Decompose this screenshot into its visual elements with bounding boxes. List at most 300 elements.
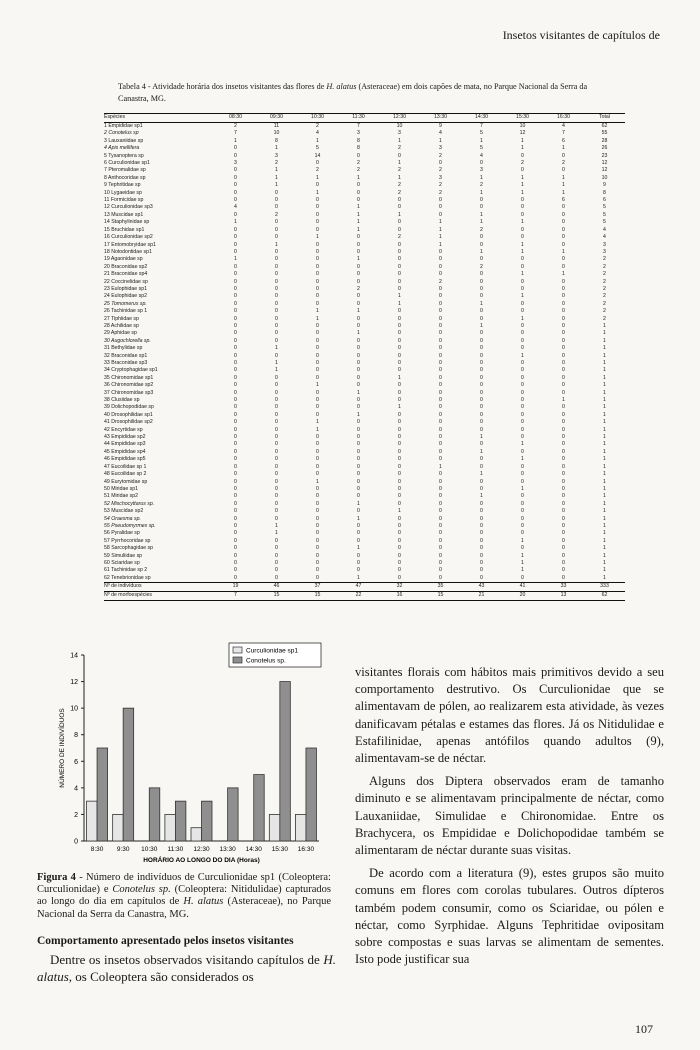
count-cell: 1 [562, 145, 565, 152]
table-row [104, 523, 625, 530]
table-row [104, 242, 625, 249]
count-cell: 0 [521, 545, 524, 552]
count-cell: 3 [603, 248, 606, 255]
count-cell: 0 [275, 322, 278, 329]
species-cell: 18 Notodontidae sp1 [104, 248, 152, 255]
count-cell: 0 [439, 360, 442, 366]
y-tick-label: 4 [74, 785, 78, 793]
count-cell: 0 [234, 182, 237, 189]
count-cell: 1 [603, 537, 606, 544]
count-cell: 0 [357, 197, 360, 204]
count-cell: 0 [275, 552, 278, 559]
table-row [104, 493, 625, 500]
count-cell: 2 [398, 167, 401, 174]
count-cell: 1 [603, 367, 606, 374]
count-cell: 0 [275, 382, 278, 389]
count-cell: 0 [480, 404, 483, 411]
count-cell: 0 [357, 404, 360, 411]
count-cell: 0 [357, 152, 360, 159]
table-row [104, 249, 625, 256]
count-cell: 0 [480, 367, 483, 374]
table-caption [118, 81, 588, 105]
table-row [104, 182, 625, 189]
count-cell: 1 [603, 360, 606, 366]
count-cell: 0 [234, 322, 237, 329]
count-cell: 0 [234, 411, 237, 418]
count-cell: 4 [480, 152, 483, 159]
count-cell: 0 [275, 559, 278, 566]
legend-label: Conotelus sp. [246, 657, 286, 665]
count-cell: 8 [275, 137, 278, 144]
count-cell: 0 [316, 293, 319, 300]
count-cell: 0 [480, 278, 483, 285]
count-cell: 2 [603, 293, 606, 300]
species-cell: 58 Sarcophagidae sp [104, 545, 154, 552]
count-cell: 1 [316, 426, 319, 433]
count-cell: 0 [562, 167, 565, 174]
bar-curculionidae [191, 828, 202, 841]
count-cell: 1 [521, 248, 524, 255]
count-cell: 0 [439, 300, 442, 307]
species-cell: 17 Entomobryidae sp1 [104, 241, 156, 248]
count-cell: 1 [338, 575, 379, 583]
count-cell: 0 [521, 493, 524, 500]
species-cell: 12 Curculionidae sp3 [104, 204, 153, 211]
count-cell: 4 [603, 234, 606, 241]
table-row [104, 219, 625, 226]
left-paragraph [37, 951, 336, 985]
table-row [104, 279, 625, 286]
x-tick-label: 15:30 [271, 846, 288, 853]
count-cell: 0 [357, 300, 360, 307]
count-cell: 2 [357, 285, 360, 292]
footer-value-cell: 15 [256, 592, 297, 601]
table-row [104, 479, 625, 486]
count-cell: 0 [275, 308, 278, 315]
count-cell: 0 [562, 256, 565, 263]
count-cell: 28 [601, 137, 608, 144]
species-cell: 23 Eulophidae sp1 [104, 285, 147, 292]
table-row [104, 286, 625, 293]
bar-conotelus [97, 748, 108, 841]
count-cell: 0 [234, 434, 237, 441]
count-cell: 1 [275, 167, 278, 174]
count-cell: 0 [316, 241, 319, 248]
count-cell: 1 [316, 308, 319, 315]
count-cell: 2 [603, 308, 606, 315]
count-cell: 1 [603, 530, 606, 537]
count-cell: 1 [521, 137, 524, 144]
count-cell: 0 [398, 397, 401, 404]
count-cell: 0 [562, 522, 565, 529]
count-cell: 0 [562, 211, 565, 218]
count-cell: 0 [234, 263, 237, 270]
count-cell: 0 [521, 152, 524, 159]
bar-conotelus [228, 788, 239, 841]
count-cell: 4 [234, 204, 237, 211]
count-cell: 1 [562, 271, 565, 278]
count-cell: 8 [357, 145, 360, 152]
figure-caption [37, 872, 331, 921]
count-cell: 0 [562, 285, 565, 292]
count-cell: 0 [439, 248, 442, 255]
count-cell: 1 [562, 182, 565, 189]
count-cell: 1 [357, 308, 360, 315]
count-cell: 0 [562, 152, 565, 159]
species-cell: 46 Empididae sp5 [104, 456, 146, 463]
species-cell: 48 Eucoilidae sp 2 [104, 471, 147, 478]
count-cell: 0 [562, 500, 565, 507]
species-cell: 13 Muscidae sp1 [104, 211, 144, 218]
table-row [104, 323, 625, 330]
count-cell: 0 [275, 471, 278, 478]
count-cell: 1 [562, 189, 565, 196]
species-cell: 56 Pyralidae sp [104, 530, 140, 537]
count-cell: 0 [439, 515, 442, 522]
column-header: 10:30 [297, 114, 338, 123]
count-cell: 1 [275, 360, 278, 366]
figure-caption-text-b: (Coleoptera: Nitidulidae) capturados ao longo do dia em capítulos de [37, 884, 332, 908]
count-cell: 0 [521, 448, 524, 455]
count-cell: 0 [316, 204, 319, 211]
count-cell: 1 [603, 352, 606, 359]
count-cell: 0 [480, 559, 483, 566]
count-cell: 5 [316, 145, 319, 152]
count-cell: 2 [603, 285, 606, 292]
count-cell: 2 [603, 278, 606, 285]
count-cell: 1 [316, 174, 319, 181]
count-cell: 2 [398, 234, 401, 241]
footer-value-cell: 46 [256, 583, 297, 592]
count-cell: 0 [357, 360, 360, 366]
count-cell: 0 [275, 537, 278, 544]
column-header-species: Espécies [104, 114, 215, 123]
count-cell: 1 [316, 234, 319, 241]
x-tick-label: 8:30 [90, 846, 104, 853]
bar-curculionidae [165, 814, 176, 841]
count-cell: 0 [521, 204, 524, 211]
count-cell: 1 [603, 337, 606, 344]
count-cell: 0 [521, 197, 524, 204]
count-cell: 0 [439, 552, 442, 559]
count-cell: 0 [480, 315, 483, 322]
count-cell: 0 [275, 219, 278, 226]
count-cell: 0 [521, 345, 524, 352]
count-cell: 0 [357, 441, 360, 448]
count-cell: 0 [480, 234, 483, 241]
left-paragraph-species: H. alatus [37, 952, 336, 984]
count-cell: 5 [480, 145, 483, 152]
count-cell: 2 [357, 167, 360, 174]
count-cell: 0 [316, 219, 319, 226]
count-cell: 1 [603, 545, 606, 552]
table-caption-species: H. alatus [326, 82, 357, 91]
count-cell: 0 [562, 234, 565, 241]
species-cell: 38 Clusiidae sp [104, 397, 140, 404]
count-cell: 0 [357, 367, 360, 374]
count-cell: 0 [316, 471, 319, 478]
table-row [104, 153, 625, 160]
species-cell: 4 Apis mellifera [104, 145, 140, 152]
count-cell: 6 [562, 197, 565, 204]
count-cell: 0 [398, 197, 401, 204]
count-cell: 0 [275, 500, 278, 507]
species-cell: 9 Tephritidae sp [104, 182, 141, 189]
count-cell: 0 [234, 345, 237, 352]
count-cell: 0 [521, 308, 524, 315]
count-cell: 0 [275, 456, 278, 463]
count-cell: 0 [398, 248, 401, 255]
count-cell: 0 [398, 308, 401, 315]
table-row [104, 486, 625, 493]
count-cell: 0 [562, 411, 565, 418]
count-cell: 0 [234, 397, 237, 404]
bar-conotelus [123, 708, 133, 841]
count-cell: 0 [234, 167, 237, 174]
count-cell: 1 [480, 189, 483, 196]
table-caption-text: Tabela 4 - Atividade horária dos insetos visitantes das flores de [118, 82, 327, 91]
x-tick-label: 13:30 [219, 846, 236, 853]
count-cell: 0 [234, 308, 237, 315]
table-row [104, 464, 625, 471]
table-row [104, 130, 625, 137]
count-cell: 10 [273, 130, 280, 137]
count-cell: 0 [562, 226, 565, 233]
count-cell: 0 [316, 256, 319, 263]
species-cell: 24 Eulophidae sp2 [104, 293, 147, 300]
column-header: Total [584, 114, 625, 123]
species-cell: 39 Dolichopodidae sp [104, 404, 154, 411]
count-cell: 0 [215, 575, 256, 583]
count-cell: 0 [234, 567, 237, 574]
count-cell: 0 [543, 575, 584, 583]
count-cell: 0 [357, 182, 360, 189]
count-cell: 0 [357, 493, 360, 500]
count-cell: 5 [603, 219, 606, 226]
count-cell: 7 [480, 123, 483, 129]
count-cell: 0 [398, 271, 401, 278]
count-cell: 0 [439, 419, 442, 426]
count-cell: 1 [275, 145, 278, 152]
count-cell: 0 [480, 419, 483, 426]
table-row [104, 316, 625, 323]
footer-value-cell: 19 [215, 583, 256, 592]
count-cell: 0 [439, 537, 442, 544]
count-cell: 1 [521, 182, 524, 189]
count-cell: 0 [234, 530, 237, 537]
count-cell: 0 [234, 522, 237, 529]
bar-chart [54, 645, 329, 870]
right-paragraph-1: visitantes florais com hábitos mais primitivos devido a seu comportamento destrutivo. Os Curculionidae que se alimentavam de pólen, ao realizarem esta atividade, às vezes danificavam pétalas e estames das flores. Já os Nitidulidae e Estafilinidae, apenas antófilos quando adultos (9), alimentavam-se de néctar. [355, 665, 664, 766]
count-cell: 0 [480, 256, 483, 263]
count-cell: 1 [357, 174, 360, 181]
count-cell: 12 [519, 130, 526, 137]
count-cell: 0 [234, 248, 237, 255]
count-cell: 0 [398, 226, 401, 233]
table-row [104, 441, 625, 448]
count-cell: 1 [603, 500, 606, 507]
count-cell: 0 [398, 315, 401, 322]
count-cell: 0 [562, 485, 565, 492]
count-cell: 0 [439, 374, 442, 381]
column-header: 09:30 [256, 114, 297, 123]
table-row [104, 234, 625, 241]
count-cell: 0 [275, 352, 278, 359]
x-tick-label: 9:30 [116, 846, 130, 853]
count-cell: 0 [316, 271, 319, 278]
count-cell: 0 [357, 485, 360, 492]
count-cell: 11 [273, 123, 280, 129]
footer-value-cell: 47 [338, 583, 379, 592]
count-cell: 0 [480, 508, 483, 515]
count-cell: 1 [521, 271, 524, 278]
count-cell: 1 [521, 219, 524, 226]
count-cell: 2 [439, 182, 442, 189]
table-row [104, 575, 625, 583]
count-cell: 0 [562, 367, 565, 374]
count-cell: 0 [521, 463, 524, 470]
count-cell: 0 [480, 241, 483, 248]
count-cell: 0 [357, 567, 360, 574]
count-cell: 1 [603, 567, 606, 574]
count-cell: 2 [480, 182, 483, 189]
x-tick-label: 12:30 [193, 846, 210, 853]
count-cell: 0 [275, 448, 278, 455]
count-cell: 0 [234, 493, 237, 500]
count-cell: 2 [603, 263, 606, 270]
species-cell: 26 Tachinidae sp 1 [104, 308, 148, 315]
count-cell: 0 [562, 508, 565, 515]
count-cell: 0 [316, 448, 319, 455]
species-cell: 36 Chironomidae sp2 [104, 382, 154, 389]
y-axis-label: NÚMERO DE INDIVÍDUOS [59, 708, 66, 788]
count-cell: 1 [603, 330, 606, 337]
count-cell: 1 [603, 426, 606, 433]
count-cell: 0 [357, 293, 360, 300]
species-cell: 21 Braconidae sp4 [104, 271, 148, 278]
species-cell: 3 Lauxaniidae sp [104, 137, 144, 144]
count-cell: 1 [234, 219, 237, 226]
count-cell: 1 [603, 471, 606, 478]
count-cell: 1 [562, 174, 565, 181]
count-cell: 0 [316, 160, 319, 167]
figure-4-chart [54, 645, 329, 870]
count-cell: 0 [234, 426, 237, 433]
table-row [104, 501, 625, 508]
species-cell: 19 Agaonidae sp [104, 256, 143, 263]
count-cell: 0 [480, 500, 483, 507]
count-cell: 0 [521, 411, 524, 418]
bar-conotelus [306, 748, 317, 841]
table-row [104, 382, 625, 389]
count-cell: 7 [357, 123, 360, 129]
count-cell: 1 [521, 145, 524, 152]
count-cell: 0 [521, 522, 524, 529]
count-cell: 0 [480, 308, 483, 315]
count-cell: 0 [234, 508, 237, 515]
count-cell: 0 [521, 434, 524, 441]
table-row [104, 397, 625, 404]
count-cell: 1 [521, 241, 524, 248]
table-row [104, 516, 625, 523]
count-cell: 0 [562, 360, 565, 366]
species-cell: 7 Pteromalidae sp [104, 167, 146, 174]
count-cell: 1 [480, 219, 483, 226]
x-tick-label: 16:30 [297, 846, 315, 853]
species-cell: 11 Formicidae sp [104, 197, 144, 204]
count-cell: 1 [357, 211, 360, 218]
count-cell: 0 [275, 300, 278, 307]
count-cell: 0 [521, 285, 524, 292]
count-cell: 0 [357, 241, 360, 248]
count-cell: 1 [562, 248, 565, 255]
count-cell: 0 [234, 367, 237, 374]
count-cell: 1 [398, 137, 401, 144]
figure-caption-text-a: - Número de indivíduos de Curculionidae sp1 (Coleoptera: Curculionidae) e [37, 872, 331, 896]
count-cell: 0 [316, 322, 319, 329]
count-cell: 0 [316, 337, 319, 344]
count-cell: 0 [234, 360, 237, 366]
count-cell: 0 [275, 493, 278, 500]
count-cell: 0 [275, 411, 278, 418]
species-cell: 29 Aphidae sp [104, 330, 137, 337]
count-cell: 0 [562, 204, 565, 211]
count-cell: 3 [275, 152, 278, 159]
count-cell: 0 [398, 219, 401, 226]
count-cell: 0 [357, 530, 360, 537]
table-row [104, 456, 625, 463]
count-cell: 2 [316, 123, 319, 129]
count-cell: 0 [562, 241, 565, 248]
count-cell: 0 [357, 345, 360, 352]
count-cell: 0 [275, 330, 278, 337]
count-cell: 0 [439, 337, 442, 344]
count-cell: 0 [234, 478, 237, 485]
count-cell: 0 [439, 478, 442, 485]
count-cell: 9 [439, 123, 442, 129]
count-cell: 0 [275, 508, 278, 515]
count-cell: 1 [398, 160, 401, 167]
count-cell: 1 [316, 189, 319, 196]
count-cell: 0 [275, 285, 278, 292]
count-cell: 1 [357, 330, 360, 337]
count-cell: 0 [398, 537, 401, 544]
count-cell: 0 [439, 448, 442, 455]
count-cell: 0 [480, 204, 483, 211]
count-cell: 0 [316, 485, 319, 492]
count-cell: 0 [521, 374, 524, 381]
count-cell: 0 [562, 219, 565, 226]
count-cell: 0 [439, 322, 442, 329]
table-row [104, 508, 625, 515]
count-cell: 0 [379, 575, 420, 583]
count-cell: 5 [603, 204, 606, 211]
count-cell: 1 [357, 411, 360, 418]
count-cell: 10 [396, 123, 403, 129]
count-cell: 0 [439, 411, 442, 418]
count-cell: 1 [603, 411, 606, 418]
count-cell: 0 [562, 537, 565, 544]
count-cell: 0 [521, 337, 524, 344]
count-cell: 0 [521, 360, 524, 366]
count-cell: 0 [398, 441, 401, 448]
count-cell: 0 [480, 374, 483, 381]
count-cell: 0 [439, 345, 442, 352]
count-cell: 0 [316, 522, 319, 529]
count-cell: 0 [480, 360, 483, 366]
count-cell: 0 [521, 530, 524, 537]
y-tick-label: 8 [74, 732, 78, 740]
